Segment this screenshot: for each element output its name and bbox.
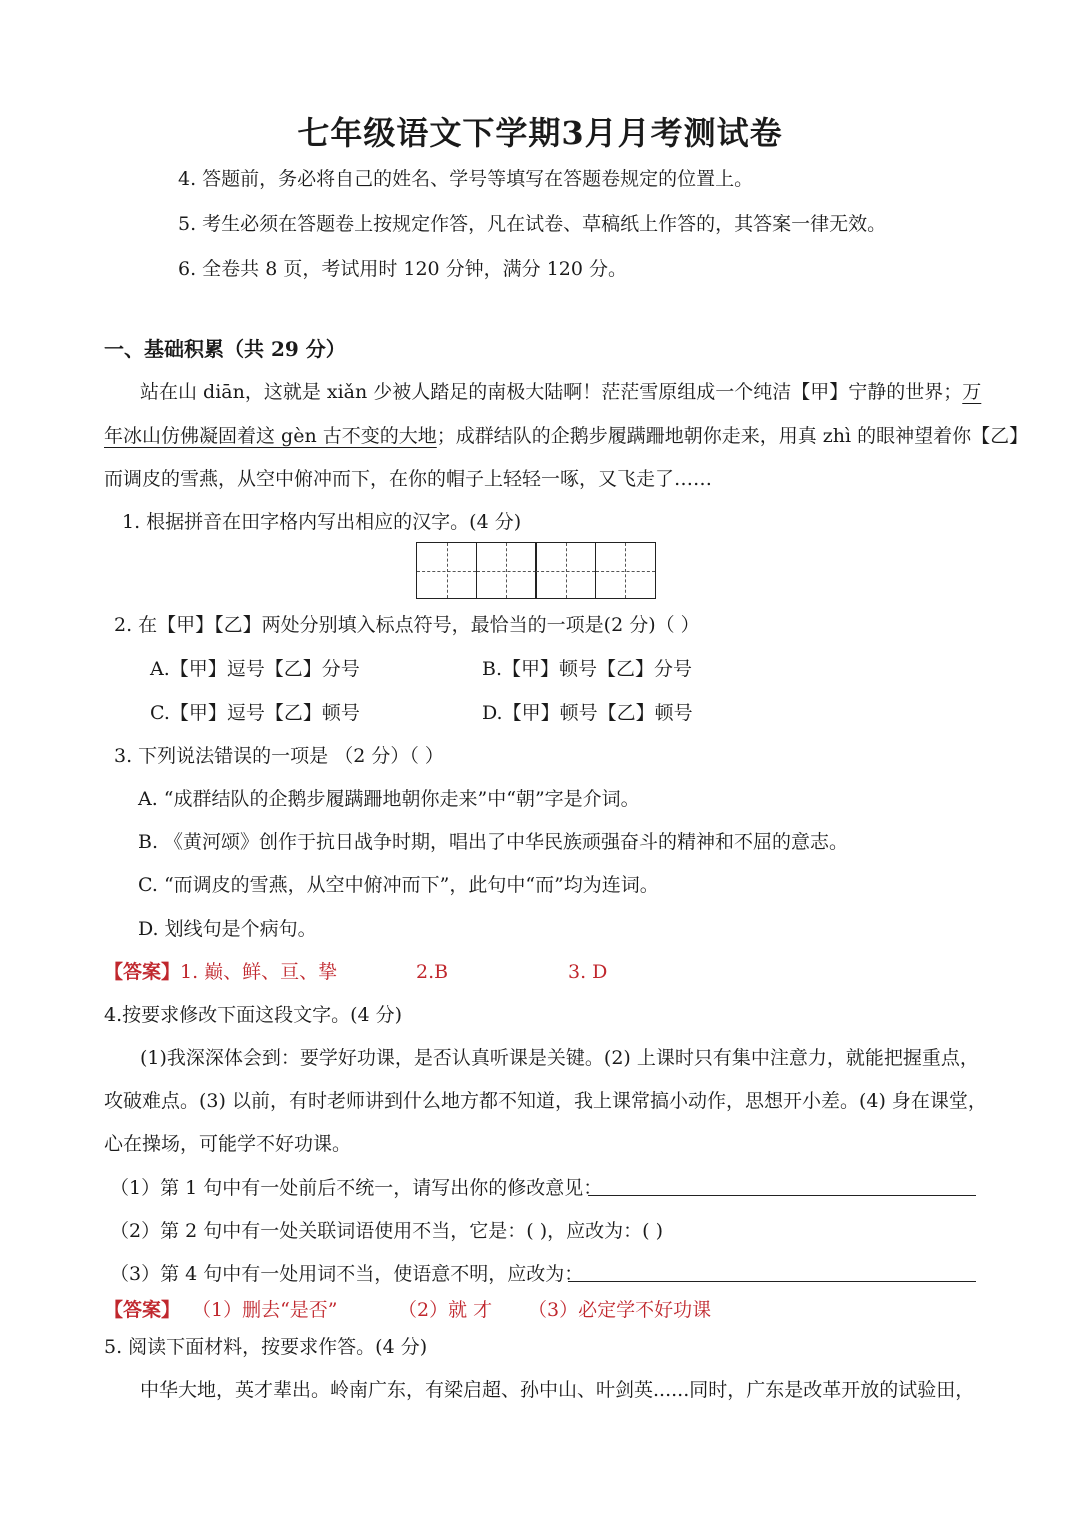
passage-text: 站在山 diān，这就是 xiǎn 少被人踏足的南极大陆啊！茫茫雪原组成一个纯洁【甲】宁静的世界；: [140, 381, 963, 403]
q3-option-d: D. 划线句是个病句。: [138, 918, 317, 940]
question-4: 4.按要求修改下面这段文字。(4 分): [104, 1004, 403, 1026]
q4-answer-1: （1）删去“是否”: [192, 1299, 338, 1321]
passage-line-2: [104, 423, 1028, 449]
q4-sub-2: （2）第 2 句中有一处关联词语使用不当，它是：( )，应改为：( ): [110, 1220, 663, 1242]
q2-option-c: C.【甲】逗号【乙】顿号: [150, 702, 360, 724]
q5-material: 中华大地，英才辈出。岭南广东，有梁启超、孙中山、叶剑英......同时，广东是改革开放的试验田，: [140, 1379, 975, 1401]
answer-block-2: [104, 1297, 180, 1323]
tianzige-grid[interactable]: [416, 542, 656, 599]
grid-cell[interactable]: [416, 542, 477, 599]
instruction-6: 6. 全卷共 8 页，考试用时 120 分钟，满分 120 分。: [178, 258, 628, 280]
answer-2: 2.B: [416, 961, 449, 983]
passage-text: ；成群结队的企鹅步履蹒跚地朝你走来，用真 zhì 的眼神望着你【乙】: [436, 425, 1029, 447]
q3-option-a: A. “成群结队的企鹅步履蹒跚地朝你走来”中“朝”字是介词。: [138, 788, 640, 810]
q4-sub-1: （1）第 1 句中有一处前后不统一，请写出你的修改意见：: [110, 1177, 603, 1199]
answer-label: 【答案】: [104, 961, 181, 983]
underlined-sentence: 万: [962, 381, 982, 403]
q4-paragraph-line-3: 心在操场，可能学不好功课。: [104, 1133, 352, 1155]
grid-cell[interactable]: [476, 542, 537, 599]
answer-block-1: [104, 959, 337, 985]
q4-answer-2: （2）就 才: [398, 1299, 493, 1321]
q2-option-d: D.【甲】顿号【乙】顿号: [482, 702, 693, 724]
answer-blank-line[interactable]: [588, 1195, 976, 1196]
q3-option-c: C. “而调皮的雪燕，从空中俯冲而下”，此句中“而”均为连词。: [138, 874, 659, 896]
question-2: 2. 在【甲】【乙】两处分别填入标点符号，最恰当的一项是(2 分)（ ）: [114, 614, 700, 636]
underlined-sentence: 年冰山仿佛凝固着这 gèn 古不变的大地: [104, 425, 437, 447]
passage-line-3: 而调皮的雪燕，从空中俯冲而下，在你的帽子上轻轻一啄，又飞走了……: [104, 468, 713, 490]
question-5: 5. 阅读下面材料，按要求作答。(4 分): [104, 1336, 428, 1358]
instruction-5: 5. 考生必须在答题卷上按规定作答，凡在试卷、草稿纸上作答的，其答案一律无效。: [178, 213, 887, 235]
section-heading: 一、基础积累（共 29 分）: [104, 337, 346, 361]
question-1: 1. 根据拼音在田字格内写出相应的汉字。(4 分): [122, 511, 522, 533]
answer-blank-line[interactable]: [568, 1281, 976, 1282]
q4-paragraph-line-1: (1)我深深体会到：要学好功课，是否认真听课是关键。(2) 上课时只有集中注意力，就能把握重点，: [140, 1047, 979, 1069]
answer-1: 1. 巅、鲜、亘、挚: [180, 961, 338, 983]
q2-option-a: A.【甲】逗号【乙】分号: [150, 658, 360, 680]
question-3: 3. 下列说法错误的一项是 （2 分）（ ）: [114, 745, 444, 767]
q4-sub-3: （3）第 4 句中有一处用词不当，使语意不明，应改为：: [110, 1263, 584, 1285]
answer-label: 【答案】: [104, 1299, 181, 1321]
q4-answer-3: （3）必定学不好功课: [528, 1299, 712, 1321]
q2-option-b: B.【甲】顿号【乙】分号: [482, 658, 693, 680]
exam-title: 七年级语文下学期3月月考测试卷: [297, 114, 783, 152]
q3-option-b: B. 《黄河颂》创作于抗日战争时期，唱出了中华民族顽强奋斗的精神和不屈的意志。: [138, 831, 849, 853]
instruction-4: 4. 答题前，务必将自己的姓名、学号等填写在答题卷规定的位置上。: [178, 168, 754, 190]
q4-paragraph-line-2: 攻破难点。(3) 以前，有时老师讲到什么地方都不知道，我上课常搞小动作，思想开小差。(4) 身在课堂，: [104, 1090, 987, 1112]
grid-cell[interactable]: [535, 542, 596, 599]
answer-3: 3. D: [568, 961, 608, 983]
passage-line-1: [140, 379, 981, 405]
grid-cell[interactable]: [595, 542, 656, 599]
